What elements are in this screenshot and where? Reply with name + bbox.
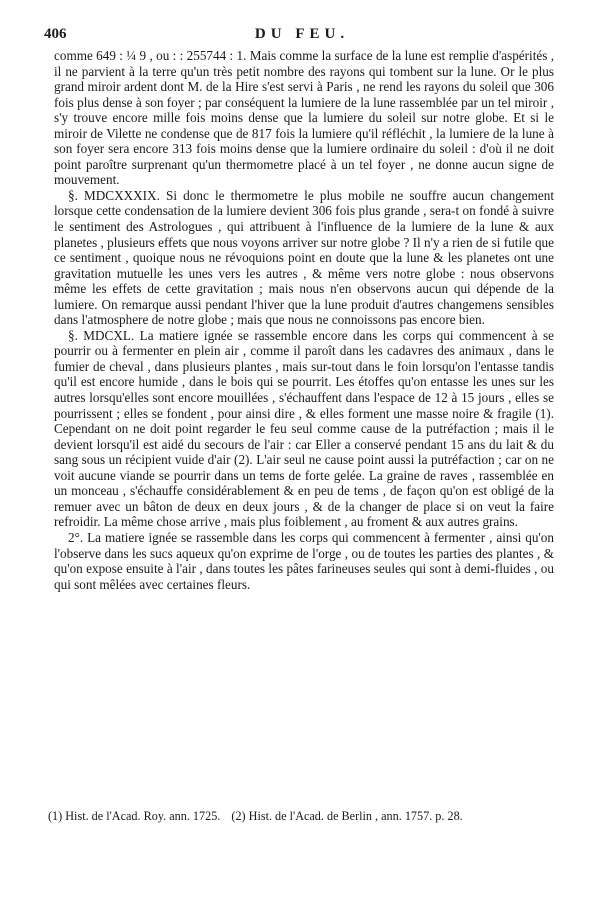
running-title: DU FEU. <box>254 26 350 42</box>
page-number: 406 <box>44 26 67 42</box>
paragraph-point-2: 2°. La matiere ignée se rassemble dans les corps qui commencent à fermenter , ainsi qu'on l'observe dans les sucs aqueux qu'on exprime de l'orge , ou de toutes les parties des plantes , & qu'on expose ensuite à l'air , dans toutes les pâtes farineuses seules qui sont à demi-fluides , ou qui sont mêlées avec certaines fleurs. <box>54 529 554 592</box>
footnotes <box>48 808 568 824</box>
running-head <box>44 26 560 46</box>
footnote-1: (1) Hist. de l'Acad. Roy. ann. 1725. <box>48 809 221 823</box>
body-text <box>54 48 554 592</box>
paragraph-continuation: comme 649 : ¼ 9 , ou : : 255744 : 1. Mais comme la surface de la lune est remplie d'aspérités , il ne parvient à la terre qu'un très petit nombre des rayons qui tombent sur la lune. Or le plus grand miroir ardent dont M. de la Hire s'est servi à Paris , ne rend les rayons du soleil que 306 fois plus dense à son foyer ; par conséquent la lumiere de la lune rassemblée par un tel miroir , s'y trouve encore mille fois moins dense que la lumiere du soleil sur notre globe. Et si le miroir de Vilette ne condense que de 817 fois la lumiere qu'il réfléchit , la lumiere de la lune à son foyer sera encore 313 fois moins dense que la lumiere ordinaire du soleil : d'où il ne doit point paroître surprenant qu'un thermometre placé à un tel foyer , ne donne aucun signe de mouvement. <box>54 48 554 188</box>
footnote-rule <box>44 800 560 801</box>
footnote-2: (2) Hist. de l'Acad. de Berlin , ann. 1757. p. 28. <box>231 809 463 823</box>
paragraph-section-1640: §. MDCXL. La matiere ignée se rassemble encore dans les corps qui commencent à se pourrir ou à fermenter en plein air , comme il paroît dans les cadavres des animaux , dans le fumier de cheval , dans plusieurs plantes , mais sur-tout dans le foin lorsqu'on l'entasse tandis qu'il est encore humide , dans le bois qui se pourrit. Les étoffes qu'on entasse les unes sur les autres lorsqu'elles sont encore mouillées , s'échauffent dans l'espace de 12 à 15 jours , elles se pourrissent ; elles se fondent , pour ainsi dire , & elles forment une masse noire & fragile (1). Cependant on ne doit point regarder le feu seul comme cause de la putréfaction ; mais il le devient lorsqu'il est aidé du secours de l'air : car Eller a conservé pendant 15 ans du lait & du sang sous un récipient vuide d'air (2). L'air seul ne cause point aussi la putréfaction ; car on ne voit aucune viande se pourrir dans un tems de forte gelée. La graine de raves , rassemblée en un monceau , s'échauffe considérablement & en peu de tems , de façon qu'on est obligé de la remuer avec un bâton de deux en deux jours , & de la changer de place si on veut la faire refroidir. La même chose arrive , mais plus foiblement , au froment & aux autres grains. <box>54 327 554 530</box>
paragraph-section-1639: §. MDCXXXIX. Si donc le thermometre le plus mobile ne souffre aucun changement lorsque cette condensation de la lumiere devient 306 fois plus grande , sera-t on fondé à suivre le sentiment des Astrologues , qui attribuent à l'influence de la lumiere de la lune & aux planetes , plusieurs effets que nous voyons arriver sur notre globe ? Il n'y a rien de si futile que ce sentiment , quoique nous ne révoquions point en doute que la lune & les planetes ont une gravitation mutuelle les unes vers les autres , & même vers notre globe : nous observons même les effets de cette gravitation ; mais nous n'en observons aucun qui dépende de la lumiere. On remarque aussi pendant l'hiver que la lune produit d'autres changemens sensibles dans l'atmosphere de notre globe ; mais que nous ne connoissons pas encore bien. <box>54 187 554 328</box>
